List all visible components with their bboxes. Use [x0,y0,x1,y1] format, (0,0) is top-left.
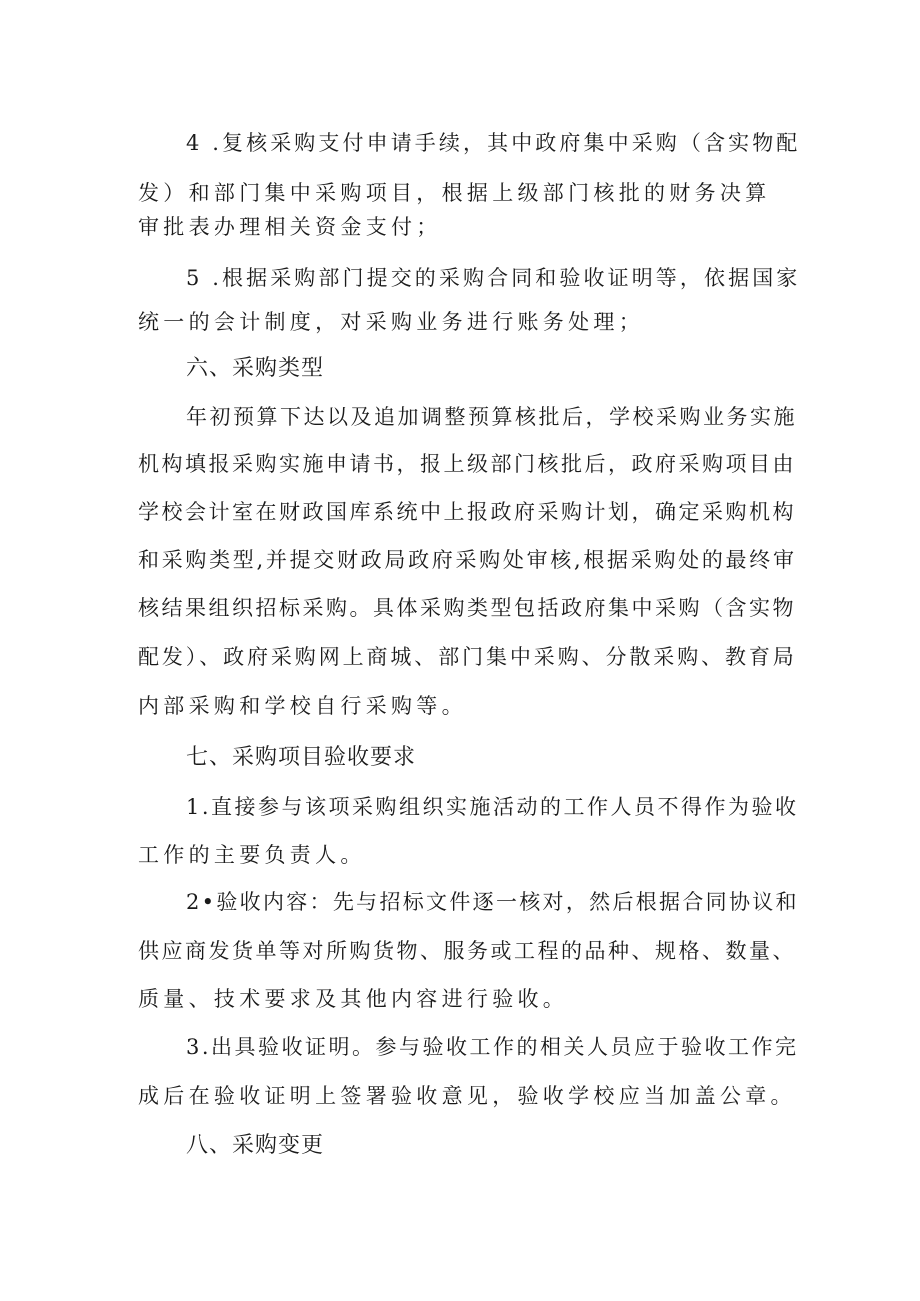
paragraph-4-line-2: 发）和部门集中采购项目，根据上级部门核批的财务决算 [138,181,771,205]
section-7-item-2-line-1: 2•验收内容：先与招标文件逐一核对，然后根据合同协议和 [186,890,799,914]
section-6-line-1: 年初预算下达以及追加调整预算核批后，学校采购业务实施 [186,405,797,429]
section-7-item-3-line-1: 3.出具验收证明。参与验收工作的相关人员应于验收工作完 [186,1035,799,1059]
section-6-line-4: 和采购类型,并提交财政局政府采购处审核,根据采购处的最终审 [138,548,797,572]
section-6-line-5: 核结果组织招标采购。具体采购类型包括政府集中采购（含实物 [138,596,796,620]
section-7-item-3-line-2: 成后在验收证明上签署验收意见，验收学校应当加盖公章。 [138,1084,796,1108]
section-6-line-3: 学校会计室在财政国库系统中上报政府采购计划，确定采购机构 [138,500,796,524]
section-7-heading: 七、采购项目验收要求 [186,745,417,770]
section-7-item-1-line-2: 工作的主要负责人。 [138,843,366,867]
section-8-heading: 八、采购变更 [186,1133,325,1158]
section-7-item-2-line-3: 质量、技术要求及其他内容进行验收。 [138,987,569,1011]
section-7-item-1-line-1: 1.直接参与该项采购组织实施活动的工作人员不得作为验收 [186,795,799,819]
section-6-line-6: 配发）、政府采购网上商城、部门集中采购、分散采购、教育局 [138,645,797,669]
paragraph-5-line-2: 统一的会计制度，对采购业务进行账务处理； [138,310,644,334]
paragraph-4-line-1: 4 .复核采购支付申请手续，其中政府集中采购（含实物配 [186,131,801,155]
section-6-line-2: 机构填报采购实施申请书，报上级部门核批后，政府采购项目由 [138,452,796,476]
section-7-item-2-line-2: 供应商发货单等对所购货物、服务或工程的品种、规格、数量、 [138,939,796,963]
paragraph-5-line-1: 5 .根据采购部门提交的采购合同和验收证明等，依据国家 [186,266,801,290]
paragraph-4-line-3: 审批表办理相关资金支付； [138,215,442,239]
section-6-line-7: 内部采购和学校自行采购等。 [138,694,467,718]
section-6-heading: 六、采购类型 [186,356,325,381]
